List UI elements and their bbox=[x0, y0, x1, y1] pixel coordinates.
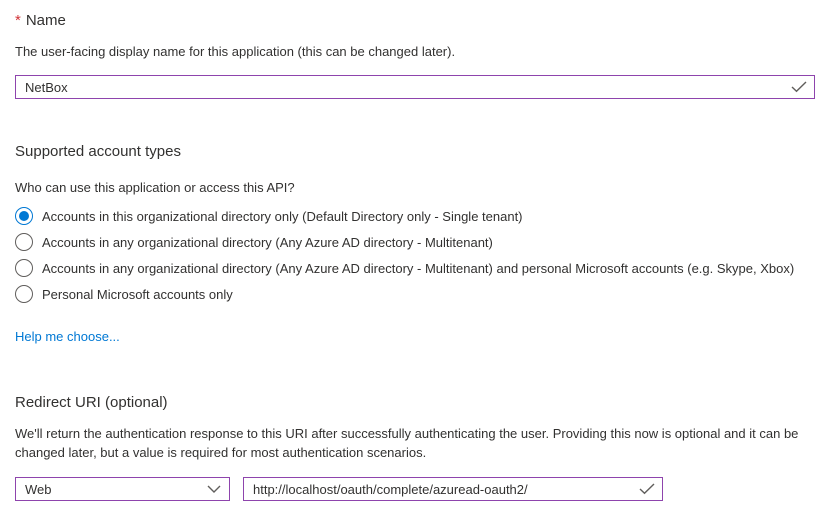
radio-button-icon[interactable] bbox=[15, 285, 33, 303]
redirect-uri-input[interactable] bbox=[243, 477, 663, 501]
chevron-down-icon bbox=[207, 485, 221, 493]
required-asterisk: * bbox=[15, 12, 21, 29]
radio-option-multitenant[interactable] bbox=[15, 229, 815, 255]
name-input[interactable] bbox=[15, 75, 815, 99]
radio-option-single-tenant[interactable] bbox=[15, 203, 815, 229]
name-section-title bbox=[15, 0, 815, 31]
help-me-choose-link[interactable]: Help me choose... bbox=[15, 329, 120, 344]
radio-option-personal-only[interactable] bbox=[15, 281, 815, 307]
radio-button-icon[interactable] bbox=[15, 233, 33, 251]
redirect-uri-description: We'll return the authentication response to this URI after successfully authenticating the user. Providing this now is optional and it can be changed later, but a value is required for most authentication scenarios. bbox=[15, 426, 799, 460]
redirect-uri-row bbox=[15, 477, 815, 501]
radio-button-icon[interactable] bbox=[15, 259, 33, 277]
account-types-radio-group bbox=[15, 203, 815, 307]
platform-select[interactable] bbox=[15, 477, 230, 501]
name-description: The user-facing display name for this application (this can be changed later). bbox=[15, 44, 456, 59]
radio-option-label: Accounts in any organizational directory (Any Azure AD directory - Multitenant) and personal Microsoft accounts (e.g. Skype, Xbox) bbox=[42, 260, 795, 276]
name-input-container bbox=[15, 75, 815, 99]
redirect-uri-title: Redirect URI (optional) bbox=[15, 394, 168, 411]
platform-select-value: Web bbox=[25, 481, 52, 497]
radio-button-icon[interactable] bbox=[15, 207, 33, 225]
name-title-text: Name bbox=[25, 12, 66, 29]
account-types-question: Who can use this application or access this API? bbox=[15, 180, 295, 195]
account-types-title: Supported account types bbox=[15, 143, 181, 160]
radio-option-multitenant-personal[interactable] bbox=[15, 255, 815, 281]
radio-option-label: Personal Microsoft accounts only bbox=[42, 286, 233, 302]
radio-option-label: Accounts in this organizational directory only (Default Directory only - Single tenant) bbox=[42, 208, 523, 224]
radio-option-label: Accounts in any organizational directory (Any Azure AD directory - Multitenant) bbox=[42, 234, 493, 250]
redirect-uri-input-container bbox=[243, 477, 663, 501]
